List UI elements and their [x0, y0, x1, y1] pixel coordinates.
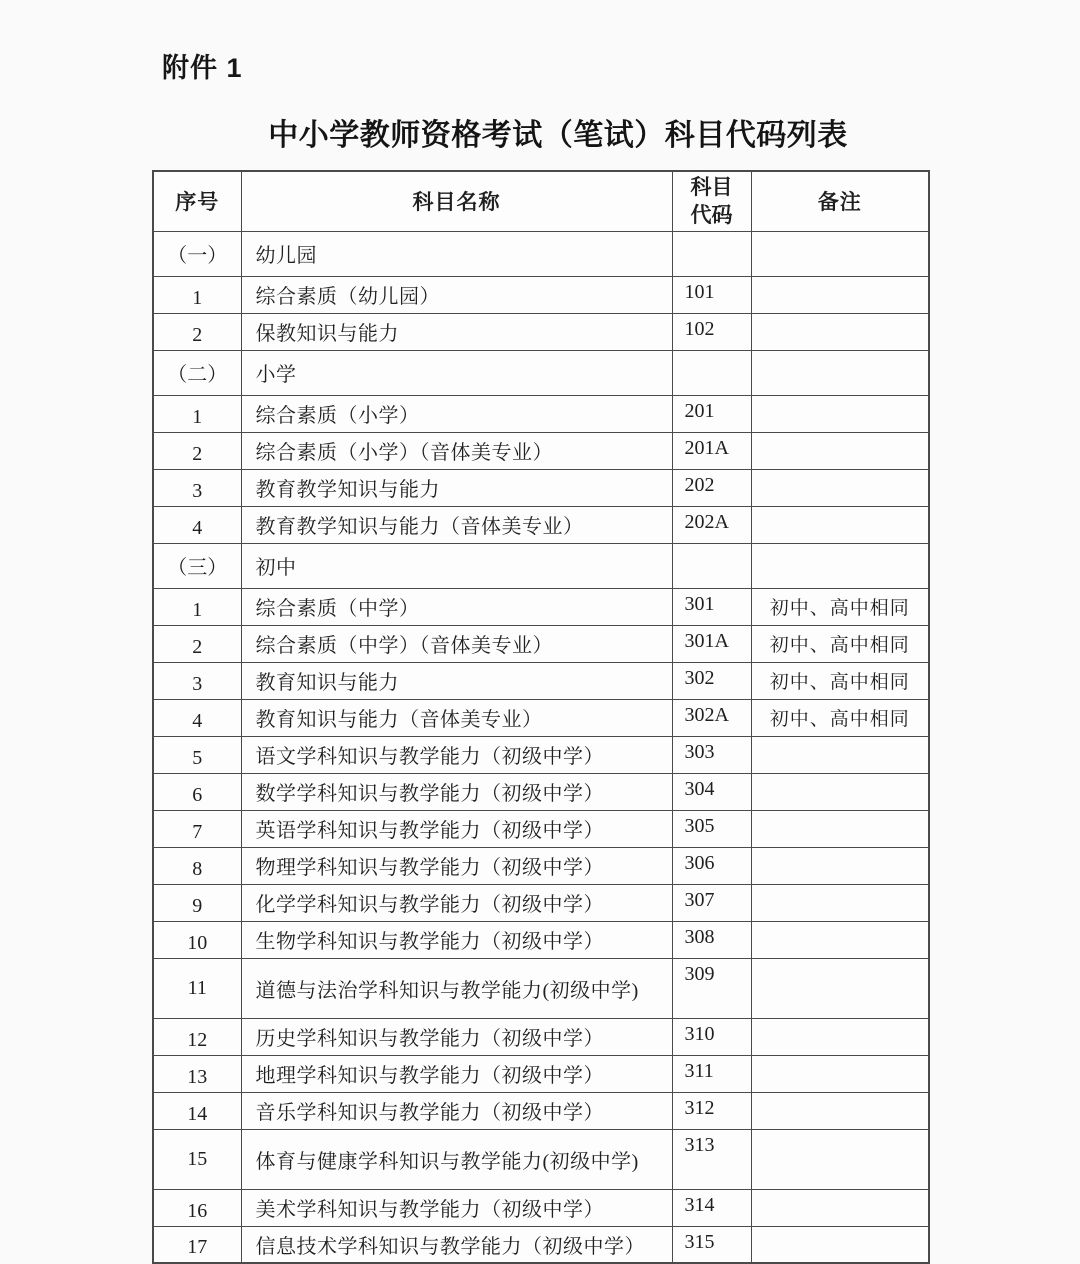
subject-code: 308	[672, 921, 751, 958]
table-row	[153, 884, 929, 921]
subject-code: 201	[672, 395, 751, 432]
row-remark	[751, 1129, 929, 1189]
row-index: 10	[153, 921, 241, 958]
row-remark: 初中、高中相同	[751, 699, 929, 736]
table-row	[153, 231, 929, 276]
row-remark	[751, 1226, 929, 1263]
row-index: 9	[153, 884, 241, 921]
subject-name: 物理学科知识与教学能力（初级中学）	[241, 847, 672, 884]
subject-name: 小学	[241, 350, 672, 395]
subject-code: 304	[672, 773, 751, 810]
header-cell-remark	[751, 171, 929, 231]
attachment-label: 附件 1	[162, 53, 243, 83]
row-index: 15	[153, 1129, 241, 1189]
header-cell-name	[241, 171, 672, 231]
subject-name: 教育知识与能力	[241, 662, 672, 699]
row-remark	[751, 1018, 929, 1055]
row-remark	[751, 276, 929, 313]
row-remark	[751, 1189, 929, 1226]
subject-name: 初中	[241, 543, 672, 588]
subject-name: 综合素质（中学）（音体美专业）	[241, 625, 672, 662]
table-row	[153, 773, 929, 810]
subject-code-table	[152, 170, 930, 1264]
header-code-label: 科目代码	[690, 174, 733, 228]
row-remark	[751, 313, 929, 350]
subject-code: 201A	[672, 432, 751, 469]
subject-name: 综合素质（幼儿园）	[241, 276, 672, 313]
row-index: （一）	[153, 231, 241, 276]
subject-code: 314	[672, 1189, 751, 1226]
row-index: 4	[153, 506, 241, 543]
subject-code: 202	[672, 469, 751, 506]
table-row	[153, 1189, 929, 1226]
table-row	[153, 625, 929, 662]
subject-code: 301	[672, 588, 751, 625]
table-row	[153, 276, 929, 313]
header-remark-label: 备注	[817, 190, 862, 215]
table-row	[153, 921, 929, 958]
row-index: （二）	[153, 350, 241, 395]
table-row	[153, 506, 929, 543]
subject-name: 美术学科知识与教学能力（初级中学）	[241, 1189, 672, 1226]
subject-code	[672, 231, 751, 276]
header-name-label: 科目名称	[412, 190, 501, 215]
table-row	[153, 1018, 929, 1055]
table-row	[153, 662, 929, 699]
header-index-label: 序号	[175, 190, 220, 215]
table-row	[153, 1226, 929, 1263]
subject-code: 303	[672, 736, 751, 773]
row-index: 5	[153, 736, 241, 773]
subject-code: 311	[672, 1055, 751, 1092]
row-index: 17	[153, 1226, 241, 1263]
header-cell-code	[672, 171, 751, 231]
subject-name: 地理学科知识与教学能力（初级中学）	[241, 1055, 672, 1092]
table-row	[153, 469, 929, 506]
subject-name: 化学学科知识与教学能力（初级中学）	[241, 884, 672, 921]
header-cell-index	[153, 171, 241, 231]
row-index: 1	[153, 588, 241, 625]
row-remark	[751, 958, 929, 1018]
table-row	[153, 736, 929, 773]
subject-name: 教育知识与能力（音体美专业）	[241, 699, 672, 736]
subject-table-body	[153, 231, 929, 1263]
subject-code: 202A	[672, 506, 751, 543]
subject-name: 英语学科知识与教学能力（初级中学）	[241, 810, 672, 847]
row-remark	[751, 231, 929, 276]
subject-name: 历史学科知识与教学能力（初级中学）	[241, 1018, 672, 1055]
subject-code: 302	[672, 662, 751, 699]
subject-name: 道德与法治学科知识与教学能力(初级中学)	[241, 958, 672, 1018]
row-remark	[751, 1055, 929, 1092]
table-row	[153, 432, 929, 469]
subject-code: 307	[672, 884, 751, 921]
table-row	[153, 810, 929, 847]
row-index: 2	[153, 625, 241, 662]
row-index: 12	[153, 1018, 241, 1055]
table-row	[153, 847, 929, 884]
row-remark	[751, 773, 929, 810]
row-remark	[751, 469, 929, 506]
subject-name: 生物学科知识与教学能力（初级中学）	[241, 921, 672, 958]
row-remark	[751, 884, 929, 921]
subject-name: 教育教学知识与能力	[241, 469, 672, 506]
row-index: 11	[153, 958, 241, 1018]
row-remark	[751, 432, 929, 469]
subject-code: 313	[672, 1129, 751, 1189]
row-index: 16	[153, 1189, 241, 1226]
row-index: 2	[153, 313, 241, 350]
row-remark	[751, 543, 929, 588]
subject-name: 综合素质（中学）	[241, 588, 672, 625]
subject-code	[672, 350, 751, 395]
row-remark: 初中、高中相同	[751, 625, 929, 662]
subject-code: 101	[672, 276, 751, 313]
subject-code: 302A	[672, 699, 751, 736]
subject-code: 309	[672, 958, 751, 1018]
row-remark	[751, 736, 929, 773]
subject-code: 102	[672, 313, 751, 350]
table-row	[153, 313, 929, 350]
subject-code: 310	[672, 1018, 751, 1055]
row-remark	[751, 1092, 929, 1129]
row-remark	[751, 847, 929, 884]
subject-name: 语文学科知识与教学能力（初级中学）	[241, 736, 672, 773]
row-index: 4	[153, 699, 241, 736]
row-index: 1	[153, 276, 241, 313]
row-remark	[751, 810, 929, 847]
page-title: 中小学教师资格考试（笔试）科目代码列表	[268, 119, 848, 152]
table-row	[153, 395, 929, 432]
row-index: 3	[153, 662, 241, 699]
table-row	[153, 699, 929, 736]
row-remark: 初中、高中相同	[751, 588, 929, 625]
row-index: 1	[153, 395, 241, 432]
subject-name: 数学学科知识与教学能力（初级中学）	[241, 773, 672, 810]
row-index: 6	[153, 773, 241, 810]
row-remark	[751, 506, 929, 543]
subject-name: 信息技术学科知识与教学能力（初级中学）	[241, 1226, 672, 1263]
table-row	[153, 1092, 929, 1129]
row-remark	[751, 395, 929, 432]
subject-code: 315	[672, 1226, 751, 1263]
table-row	[153, 958, 929, 1018]
subject-name: 保教知识与能力	[241, 313, 672, 350]
subject-name: 体育与健康学科知识与教学能力(初级中学)	[241, 1129, 672, 1189]
row-remark: 初中、高中相同	[751, 662, 929, 699]
subject-name: 综合素质（小学）（音体美专业）	[241, 432, 672, 469]
row-index: 13	[153, 1055, 241, 1092]
subject-code: 306	[672, 847, 751, 884]
table-row	[153, 350, 929, 395]
subject-name: 教育教学知识与能力（音体美专业）	[241, 506, 672, 543]
subject-code: 312	[672, 1092, 751, 1129]
row-index: 8	[153, 847, 241, 884]
table-row	[153, 1055, 929, 1092]
subject-name: 音乐学科知识与教学能力（初级中学）	[241, 1092, 672, 1129]
row-index: 7	[153, 810, 241, 847]
subject-code: 305	[672, 810, 751, 847]
subject-code	[672, 543, 751, 588]
table-header-row	[153, 171, 929, 231]
row-index: 2	[153, 432, 241, 469]
row-remark	[751, 921, 929, 958]
row-index: 14	[153, 1092, 241, 1129]
subject-name: 综合素质（小学）	[241, 395, 672, 432]
table-row	[153, 543, 929, 588]
subject-name: 幼儿园	[241, 231, 672, 276]
row-index: （三）	[153, 543, 241, 588]
row-index: 3	[153, 469, 241, 506]
table-row	[153, 1129, 929, 1189]
table-row	[153, 588, 929, 625]
row-remark	[751, 350, 929, 395]
subject-code: 301A	[672, 625, 751, 662]
